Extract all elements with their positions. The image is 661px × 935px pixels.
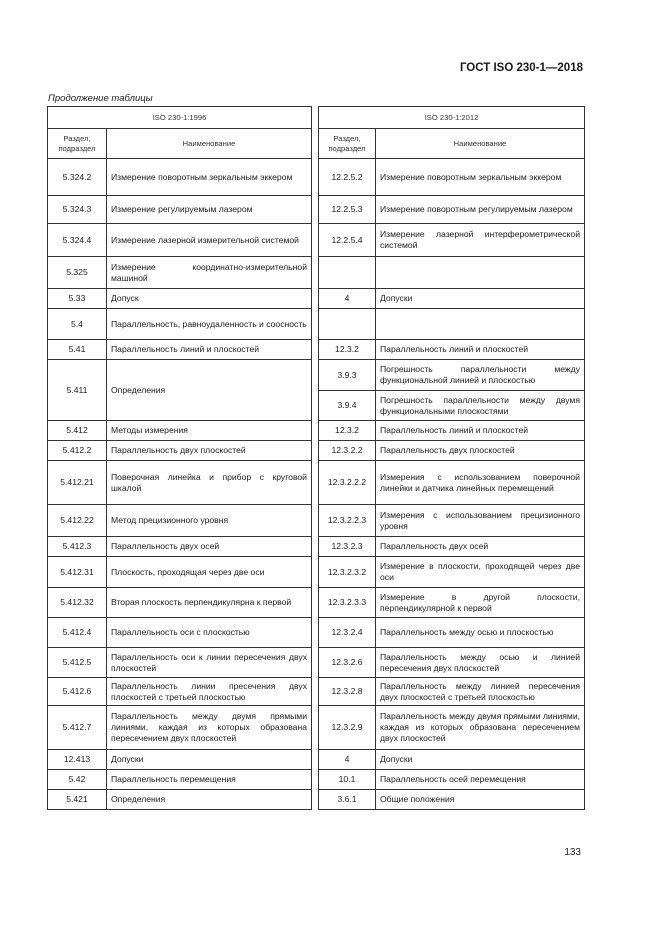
left-section-cell: 5.412.31 (48, 557, 107, 588)
right-col-section-header: Раздел, подраздел (319, 129, 376, 159)
right-table (318, 106, 585, 810)
left-name-cell: Измерение координатно-измерительной машиной (107, 257, 312, 289)
left-name-cell: Метод прецизионного уровня (107, 505, 312, 537)
right-name-cell: Параллельность линий и плоскостей (376, 340, 585, 360)
right-section-cell: 3.9.3 (319, 360, 376, 391)
left-section-cell: 5.325 (48, 257, 107, 289)
left-section-cell: 5.412 (48, 421, 107, 441)
right-name-cell: Измерение поворотным регулируемым лазером (376, 196, 585, 224)
right-section-cell: 12.3.2.4 (319, 618, 376, 648)
right-name-cell: Измерение в плоскости, проходящей через две оси (376, 557, 585, 588)
left-name-cell: Параллельность между двумя прямыми линиями, каждая из которых образована пересечением двух плоскостей (107, 706, 312, 750)
left-name-cell: Параллельность, равноудаленность и соосность (107, 309, 312, 340)
right-section-cell: 12.3.2 (319, 340, 376, 360)
left-name-cell: Допуск (107, 289, 312, 309)
right-name-cell (376, 257, 585, 289)
left-section-cell: 5.324.2 (48, 159, 107, 196)
left-name-cell: Плоскость, проходящая через две оси (107, 557, 312, 588)
right-name-cell: Параллельность между линией пересечения двух плоскостей с третьей плоскостью (376, 678, 585, 706)
left-section-cell: 5.412.2 (48, 441, 107, 461)
right-section-cell: 10.1 (319, 770, 376, 790)
right-section-cell: 4 (319, 750, 376, 770)
left-name-cell: Параллельность двух плоскостей (107, 441, 312, 461)
right-section-cell: 12.3.2.6 (319, 648, 376, 678)
left-name-cell: Поверочная линейка и прибор с круговой шкалой (107, 461, 312, 505)
right-name-cell: Измерение в другой плоскости, перпендикулярной к первой (376, 588, 585, 618)
left-section-cell: 5.412.4 (48, 618, 107, 648)
right-section-cell: 12.3.2.2.2 (319, 461, 376, 505)
right-section-cell: 3.6.1 (319, 790, 376, 810)
right-name-cell: Параллельность осей перемещения (376, 770, 585, 790)
left-section-cell: 5.412.21 (48, 461, 107, 505)
left-section-cell: 5.324.3 (48, 196, 107, 224)
left-section-cell: 5.412.5 (48, 648, 107, 678)
left-name-cell: Допуски (107, 750, 312, 770)
left-section-cell: 5.421 (48, 790, 107, 810)
left-name-cell: Определения (107, 790, 312, 810)
left-table (47, 106, 312, 810)
right-section-cell: 12.3.2.2 (319, 441, 376, 461)
left-section-cell: 12.413 (48, 750, 107, 770)
left-section-cell: 5.412.6 (48, 678, 107, 706)
right-name-cell: Измерения с использованием поверочной линейки и датчика линейных перемещений (376, 461, 585, 505)
left-name-cell: Вторая плоскость перпендикулярна к первой (107, 588, 312, 618)
left-name-cell: Параллельность линии пресечения двух плоскостей с третьей плоскостью (107, 678, 312, 706)
right-section-cell (319, 257, 376, 289)
right-name-cell: Измерение лазерной интерферометрической системой (376, 224, 585, 257)
left-name-cell: Методы измерения (107, 421, 312, 441)
left-group-title: ISO 230-1:1996 (48, 107, 312, 129)
left-name-cell: Параллельность оси с плоскостью (107, 618, 312, 648)
left-section-cell: 5.411 (48, 360, 107, 421)
right-name-cell: Параллельность двух осей (376, 537, 585, 557)
left-name-cell: Параллельность линий и плоскостей (107, 340, 312, 360)
right-section-cell: 12.3.2.3 (319, 537, 376, 557)
left-section-cell: 5.412.22 (48, 505, 107, 537)
right-section-cell: 12.3.2.3.3 (319, 588, 376, 618)
right-name-cell: Погрешность параллельности между двумя функциональными плоскостями (376, 391, 585, 421)
right-name-cell: Измерение поворотным зеркальным эккером (376, 159, 585, 196)
right-group-title: ISO 230-1:2012 (319, 107, 585, 129)
left-name-cell: Параллельность двух осей (107, 537, 312, 557)
right-name-cell: Измерения с использованием прецизионного уровня (376, 505, 585, 537)
left-name-cell: Измерение поворотным зеркальным эккером (107, 159, 312, 196)
left-section-cell: 5.41 (48, 340, 107, 360)
left-section-cell: 5.412.7 (48, 706, 107, 750)
right-name-cell: Параллельность линий и плоскостей (376, 421, 585, 441)
page-number: 133 (564, 847, 581, 858)
right-name-cell: Параллельность между осью и линией пересечения двух плоскостей (376, 648, 585, 678)
left-section-cell: 5.324.4 (48, 224, 107, 257)
right-section-cell (319, 309, 376, 340)
left-name-cell: Измерение регулируемым лазером (107, 196, 312, 224)
correspondence-table (47, 106, 585, 810)
right-section-cell: 4 (319, 289, 376, 309)
right-name-cell: Параллельность между двумя прямыми линиями, каждая из которых образована пересечением двух плоскостей (376, 706, 585, 750)
left-section-cell: 5.4 (48, 309, 107, 340)
right-name-cell: Параллельность двух плоскостей (376, 441, 585, 461)
right-section-cell: 12.3.2.8 (319, 678, 376, 706)
right-section-cell: 12.3.2.2.3 (319, 505, 376, 537)
right-section-cell: 12.2.5.3 (319, 196, 376, 224)
left-name-cell: Параллельность оси к линии пересечения двух плоскостей (107, 648, 312, 678)
table-caption: Продолжение таблицы (48, 93, 153, 104)
right-name-cell: Общие положения (376, 790, 585, 810)
right-section-cell: 12.2.5.4 (319, 224, 376, 257)
right-name-cell (376, 309, 585, 340)
left-name-cell: Параллельность перемещения (107, 770, 312, 790)
right-col-name-header: Наименование (376, 129, 585, 159)
right-name-cell: Погрешность параллельности между функциональной линией и плоскостью (376, 360, 585, 391)
document-code: ГОСТ ISO 230-1—2018 (459, 62, 583, 74)
left-col-name-header: Наименование (107, 129, 312, 159)
left-section-cell: 5.412.3 (48, 537, 107, 557)
right-section-cell: 3.9.4 (319, 391, 376, 421)
right-section-cell: 12.2.5.2 (319, 159, 376, 196)
left-col-section-header: Раздел, подраздел (48, 129, 107, 159)
right-section-cell: 12.3.2.3.2 (319, 557, 376, 588)
left-name-cell: Определения (107, 360, 312, 421)
right-name-cell: Параллельность между осью и плоскостью (376, 618, 585, 648)
right-section-cell: 12.3.2.9 (319, 706, 376, 750)
left-section-cell: 5.412.32 (48, 588, 107, 618)
left-section-cell: 5.42 (48, 770, 107, 790)
right-section-cell: 12.3.2 (319, 421, 376, 441)
left-name-cell: Измерение лазерной измерительной системой (107, 224, 312, 257)
left-section-cell: 5.33 (48, 289, 107, 309)
right-name-cell: Допуски (376, 750, 585, 770)
right-name-cell: Допуски (376, 289, 585, 309)
